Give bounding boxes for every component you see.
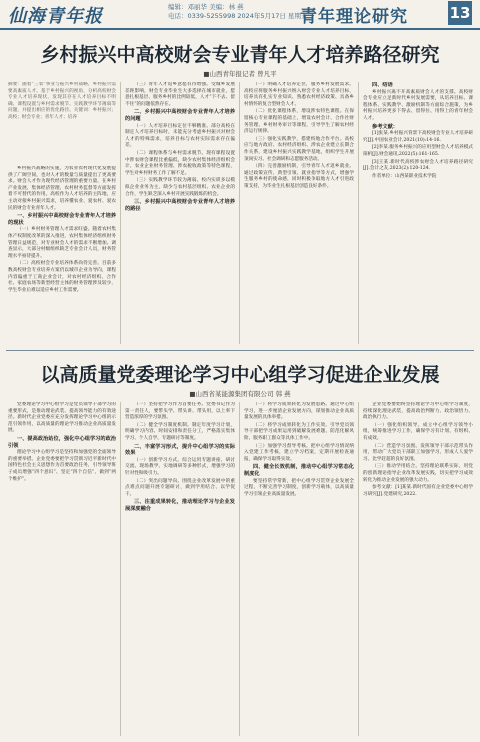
paragraph: （二）优化课程体系，增设涉农特色课程。在保留核心专业课程的基础上，增设农村会计、合作社财务管理、乡村财务审计等课程，引导学生了解农村经济运行规律。 [244, 109, 354, 135]
paragraph: 乡村振兴离不开高素质财会人才的支撑。高校财会专业应立足新时代乡村发展需要，从培养目标、课程体系、实践教学、激励机制等方面综合施策，为乡村振兴培养更多下得去、留得住、用得上的青年财会人才。 [363, 89, 473, 121]
article2-column-1 [8, 402, 116, 736]
section-heading: 一、乡村振兴中高校财会专业青年人才培养的现状 [8, 213, 116, 226]
paragraph: （二）健全学习制度机制。制定年度学习计划，明确学习内容、时间安排和责任分工，严格落实集体学习、个人自学、专题研讨等制度。 [125, 422, 235, 441]
section-heading: 二、丰富学习形式，提升中心组学习的实际效果 [125, 443, 235, 457]
paragraph: （一）乡村财务管理人才需求旺盛。随着农村集体产权制度改革的深入推进，农村集体经济组织财务管理日益规范，对专业财会人才的需求不断增加。调查显示，大部分村级组织缺乏专业会计人员，财务管理水平亟待提升。 [8, 227, 116, 259]
article2-column-2 [125, 402, 235, 736]
section-heading: 一、提高政治站位，强化中心组学习的政治引领 [8, 435, 116, 449]
paragraph: （一）创新学习方式。综合运用专题讲座、研讨交流、现场教学、实地调研等多种形式，增强学习的针对性和吸引力。 [125, 457, 235, 476]
column-rule [120, 402, 121, 736]
section-heading: 三、乡村振兴中高校财会专业青年人才培养的路径 [125, 199, 235, 212]
paragraph: （三）强化实践教学，搭建校地合作平台。高校应与地方政府、农村经济组织、涉农企业建立长期合作关系，建设乡村振兴实践教学基地，组织学生开展顶岗实习、社会调研和志愿服务活动。 [244, 136, 354, 162]
masthead [0, 0, 480, 30]
article2-title: 以高质量党委理论学习中心组学习促进企业发展 [40, 364, 440, 386]
paragraph: （一）坚持把学习作为首要任务。党委书记作为第一责任人，要带头学、带头讲、带头用，以上率下营造浓厚的学习氛围。 [125, 402, 235, 421]
page-number: 13 [448, 1, 472, 25]
article1-abstract: 摘要：随着“三农”事业与振兴乡村战略，乡村振兴需要高素质人才。基于乡村振兴的视角，分析高校财会专业人才培养现状，发现其存在人才培养目标不明确、课程设置与乡村需求脱节、实践教学环节薄弱等问题，并提出相应的优化路径。关键词：乡村振兴；高校；财会专业；青年人才；培养 [8, 82, 116, 120]
section-heading: 四、健全长效机制，推动中心组学习常态化制度化 [244, 464, 354, 477]
paragraph: 要坚持常学常新，把中心组学习贯穿企业发展全过程，不断完善学习制度，创新学习载体，以高质量学习引领企业高质量发展。 [244, 478, 354, 497]
article1-column-2 [125, 82, 235, 344]
article1-title: 乡村振兴中高校财会专业青年人才培养路径研究 [40, 44, 440, 66]
section-heading: 二、乡村振兴中高校财会专业青年人才培养的问题 [125, 109, 235, 122]
section-heading: 四、结语 [372, 82, 393, 88]
paragraph: （一）强化组织领导。成立中心组学习领导小组，统筹推进学习工作，确保学习有计划、有组织、有成效。 [363, 422, 473, 441]
paragraph: （一）明确人才培养定位，服务乡村发展需求。高校应将服务乡村振兴纳入财会专业人才培养目标，培养具有扎实专业知识、熟悉农村经济政策、具备乡村情怀的复合型财会人才。 [244, 82, 354, 107]
paragraph: （一）将学习成果转化为发展思路。通过中心组学习，进一步厘清企业发展方向，谋划推动企业高质量发展的具体举措。 [244, 402, 354, 421]
paragraph: （三）实践教学环节较为薄弱。校内实训多以模拟企业业务为主，缺少与农村基层组织、农业企业的合作，学生缺乏深入乡村开展实践锻炼的机会。 [125, 178, 235, 197]
newspaper-logo: 仙海青年报 [8, 6, 103, 27]
paragraph: （二）高校财会专业培养体系尚待完善。目前多数高校财会专业培养方案仍以城市企业为导向，课程内容偏重于工商企业会计，对农村经济组织、合作社、家庭农场等新型经营主体的财务管理涉及较少，学生毕业后难以适应乡村工作需要。 [8, 261, 116, 293]
date-line: 电话：0339-5255998 2024年5月17日 星期五 [168, 12, 308, 20]
reference: 参考文献：[1]某某.新时代国有企业党委中心组学习研究[J].党建研究,2022. [363, 485, 473, 497]
references-heading: 参考文献： [372, 123, 398, 130]
article1-column-4 [363, 82, 473, 344]
paragraph: 党委理论学习中心组学习是党员领导干部学习的重要形式，是推动理论武装、提高领导能力的有效途径。新时代企业党委应充分发挥理论学习中心组的示范引领作用，以高质量的理论学习推动企业高质量发展。 [8, 402, 116, 434]
column-rule [239, 402, 240, 736]
author-affiliation: 作者单位：山西某职业技术学院 [372, 173, 437, 179]
paragraph: （四）完善激励机制，引导青年人才返乡就业。通过政策宣传、典型引领、就业指导等方式，增强学生服务乡村的使命感，同时积极争取地方人才引进政策支持，为毕业生扎根基层创造良好条件。 [244, 164, 354, 189]
paragraph: 理论学习中心组学习是坚持和加强党的全面领导的重要举措。企业党委要把学习贯彻习近平新时代中国特色社会主义思想作为首要政治任务，引导领导班子成员增强“四个意识”、坚定“四个自信”、做到“两个维护”。 [8, 450, 116, 482]
paragraph: （三）青年人才返乡意愿有待增强。受城乡发展差距影响，财会专业毕业生大多选择在城市就业，愿意扎根基层、服务乡村的比例较低，人才“下不去、留不住”的问题依然存在。 [125, 82, 235, 107]
paragraph: （一）人才培养目标定位不够精准。部分高校在制定人才培养目标时，未能充分考虑乡村振兴对财会人才的特殊需求，培养目标与农村实际需求存在偏差。 [125, 123, 235, 149]
paragraph: （二）营造学习氛围。发挥领导干部示范带头作用，带动广大党员干部职工加强学习，形成人人爱学习、比学赶超的良好氛围。 [363, 443, 473, 462]
article-divider [6, 350, 474, 351]
paragraph: （二）课程体系与乡村需求脱节。现有课程设置中涉农财会课程比重偏低，缺少农村集体经济组织会计、农业企业财务管理、涉农税收政策等特色课程，学生对乡村财务工作了解不足。 [125, 150, 235, 176]
column-rule [358, 82, 359, 344]
column-rule [239, 82, 240, 344]
section-heading: 三、注重成果转化，推动理论学习与企业发展深度融合 [125, 499, 235, 512]
article1-column-3 [244, 82, 354, 344]
masthead-meta [168, 3, 307, 21]
reference: [1]张某.乡村振兴背景下高校财会专业人才培养研究[J].中国农业会计,2021(10):14-16. [363, 131, 473, 143]
article1-byline: ■山西青年报记者 曾凡平 [203, 70, 277, 78]
section-title: 青年理论研究 [300, 7, 408, 27]
paragraph: （三）加强学习督导考核。把中心组学习情况纳入党建工作考核，建立学习档案，定期开展检查通报，确保学习取得实效。 [244, 443, 354, 462]
editor-line: 编辑：邓丽华 美编：林 燕 [168, 3, 244, 11]
paragraph: 企业党委要始终坚持理论学习中心组学习制度，持续深化理论武装，提高政治判断力、政治领悟力、政治执行力。 [363, 402, 473, 421]
reference: [2]李某.服务乡村振兴的应用型财会人才培养模式探析[J].财会通讯,2022(5):161-165. [363, 145, 473, 157]
column-rule [120, 82, 121, 344]
column-rule [358, 402, 359, 736]
paragraph: （二）突出问题导向。围绕企业改革发展中的重点难点问题开展专题研讨，做到学用结合、以学促干。 [125, 478, 235, 497]
reference: [3]王某.新时代高校涉农财会人才培养路径研究[J].会计之友,2023(2):120-124. [363, 159, 473, 172]
paragraph: 乡村振兴战略的实施，为农业农村现代化发展提供了广阔空间，也对人才的数量与质量提出了更高要求。财会人才作为现代经济管理的重要力量，在乡村产业发展、集体经济管理、农村财务监督等方面发挥着不可替代的作用。高校作为人才培养的主阵地，应主动对接乡村振兴需求，培养懂农业、爱农村、爱农民的财会专业青年人才。 [8, 166, 116, 211]
article1-column-1 [8, 166, 116, 344]
article2-column-3 [244, 402, 354, 736]
article2-byline: ■山西省某能源集团有限公司 韩 燕 [189, 390, 291, 398]
paragraph: （二）将学习成果转化为工作实效。引导党员领导干部把学习成果运用到破解发展难题、防范化解风险、服务职工群众等具体工作中。 [244, 422, 354, 441]
paragraph: （三）推动学用结合。坚持理论联系实际，用党的创新理论指导企业改革发展实践，切实把学习成效转化为推动企业发展的强大动力。 [363, 464, 473, 483]
article2-column-4 [363, 402, 473, 736]
